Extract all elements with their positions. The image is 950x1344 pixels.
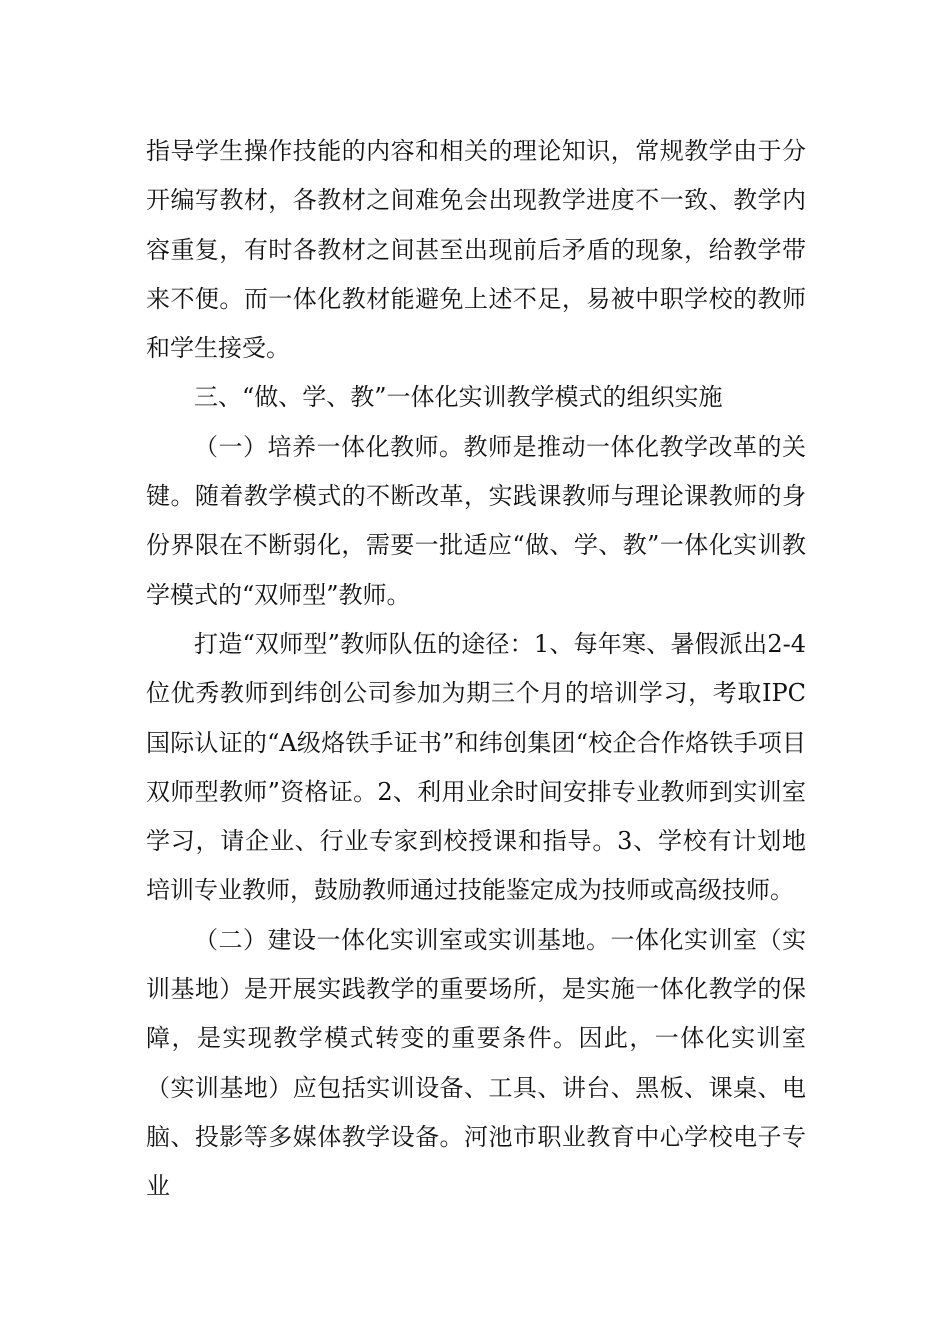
body-paragraph-2: （一）培养一体化教师。教师是推动一体化教学改革的关键。随着教学模式的不断改革，实践课教师与理论课教师的身份界限在不断弱化，需要一批适应“做、学、教”一体化实训教学模式的“双师型”教师。	[146, 432, 806, 609]
body-paragraph-3: 打造“双师型”教师队伍的途径：1、每年寒、暑假派出2-4位优秀教师到纬创公司参加为期三个月的培训学习，考取IPC国际认证的“A级烙铁手证书”和纬创集团“校企合作烙铁手项目双师型教师”资格证。2、利用业余时间安排专业教师到实训室学习，请企业、行业专家到校授课和指导。3、学校有计划地培训专业教师，鼓励教师通过技能鉴定成为技师或高级技师。	[146, 629, 806, 905]
body-paragraph-4: （二）建设一体化实训室或实训基地。一体化实训室（实训基地）是开展实践教学的重要场所，是实施一体化教学的保障，是实现教学模式转变的重要条件。因此，一体化实训室（实训基地）应包括实训设备、工具、讲台、黑板、课桌、电脑、投影等多媒体教学设备。河池市职业教育中心学校电子专业	[146, 925, 806, 1201]
document-page	[146, 127, 806, 1212]
body-paragraph-1: 指导学生操作技能的内容和相关的理论知识，常规教学由于分开编写教材，各教材之间难免会出现教学进度不一致、教学内容重复，有时各教材之间甚至出现前后矛盾的现象，给教学带来不便。而一体化教材能避免上述不足，易被中职学校的教师和学生接受。	[146, 137, 806, 363]
section-heading-3: 三、“做、学、教”一体化实训教学模式的组织实施	[194, 383, 723, 412]
